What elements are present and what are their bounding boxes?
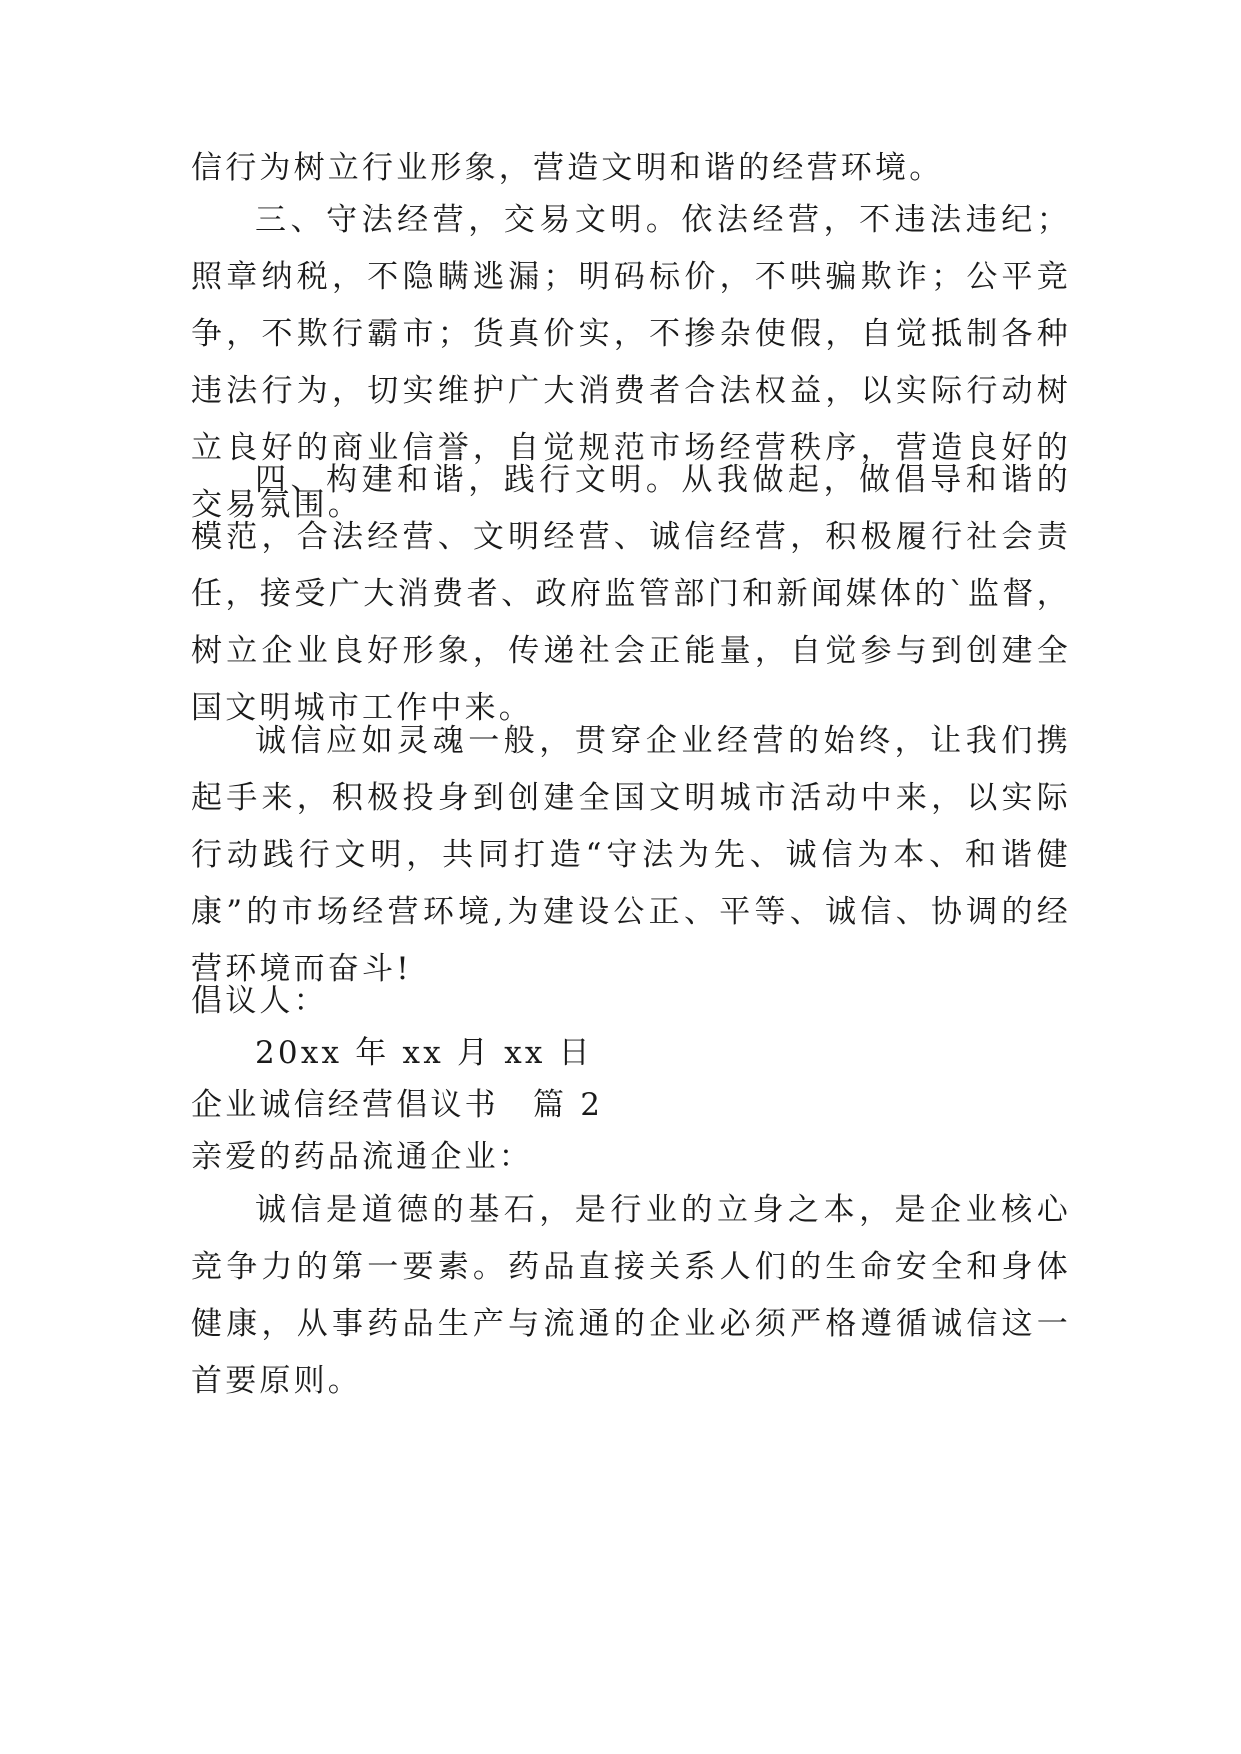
date-line: 20xx 年 xx 月 xx 日: [255, 1035, 593, 1071]
continuation-line: 信行为树立行业形象，营造文明和谐的经营环境。: [191, 150, 944, 186]
section-four-paragraph: 四、构建和谐，践行文明。从我做起，做倡导和谐的模范，合法经营、文明经营、诚信经营，积极履行社会责任，接受广大消费者、政府监管部门和新闻媒体的`监督，树立企业良好形象，传递社会正能量，自觉参与到创建全国文明城市工作中来。: [191, 462, 1071, 726]
part-two-title: 企业诚信经营倡议书 篇 2: [191, 1087, 604, 1123]
section-three-paragraph: 三、守法经营，交易文明。依法经营，不违法违纪；照章纳税，不隐瞒逃漏；明码标价，不哄骗欺诈；公平竞争，不欺行霸市；货真价实，不掺杂使假，自觉抵制各种违法行为，切实维护广大消费者合法权益，以实际行动树立良好的商业信誉，自觉规范市场经营秩序，营造良好的交易氛围。: [191, 202, 1071, 523]
closing-paragraph: 诚信应如灵魂一般，贯穿企业经营的始终，让我们携起手来，积极投身到创建全国文明城市活动中来，以实际行动践行文明，共同打造“守法为先、诚信为本、和谐健康”的市场经营环境,为建设公正、平等、诚信、协调的经营环境而奋斗!: [191, 723, 1071, 987]
salutation: 亲爱的药品流通企业：: [191, 1139, 533, 1175]
part-two-paragraph: 诚信是道德的基石，是行业的立身之本，是企业核心竞争力的第一要素。药品直接关系人们的生命安全和身体健康，从事药品生产与流通的企业必须严格遵循诚信这一首要原则。: [191, 1192, 1071, 1399]
proposer-label: 倡议人：: [191, 983, 328, 1019]
